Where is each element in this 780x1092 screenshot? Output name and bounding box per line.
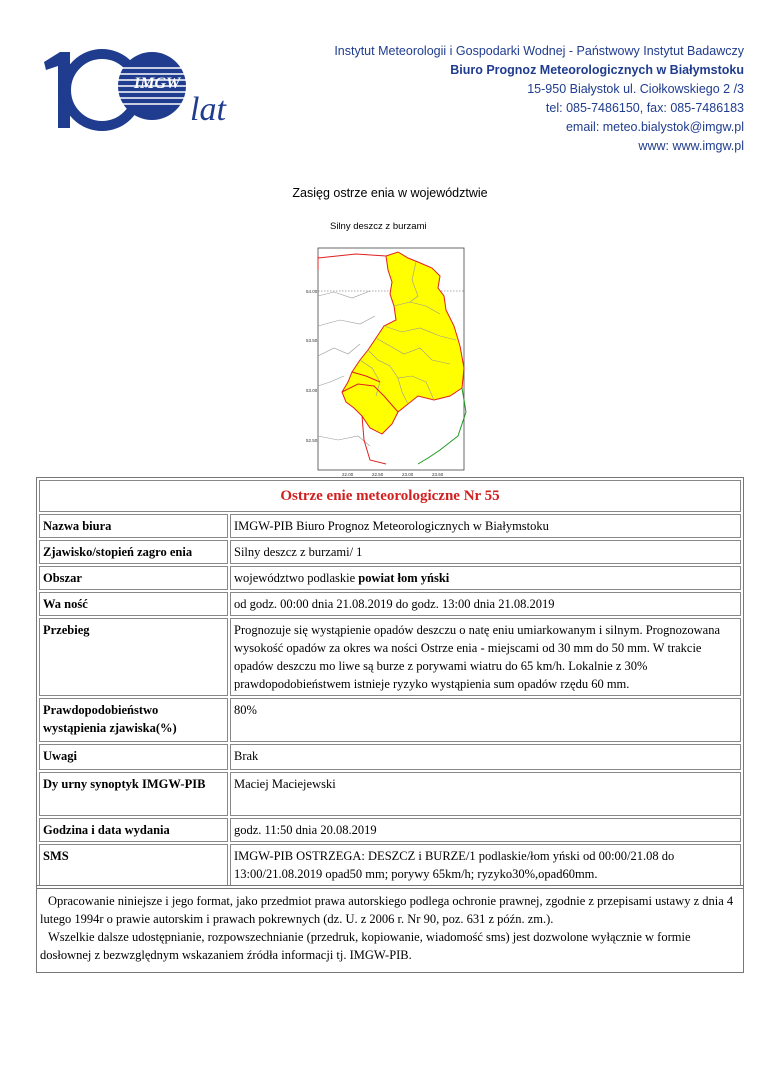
svg-text:IMGW: IMGW [134, 75, 181, 92]
map-caption: Zasięg ostrze enia w województwie [292, 186, 488, 200]
warning-title: Ostrze enie meteorologiczne Nr 55 [39, 480, 741, 512]
svg-text:54.00: 54.00 [306, 289, 318, 294]
institute-name: Instytut Meteorologii i Gospodarki Wodnej - Państwowy Instytut Badawczy [334, 44, 744, 58]
svg-text:53.00: 53.00 [306, 388, 318, 393]
bureau-name: Biuro Prognoz Meteorologicznych w Białymstoku [450, 63, 744, 77]
table-row: SMS IMGW-PIB OSTRZEGA: DESZCZ i BURZE/1 podlaskie/łom yński od 00:00/21.08 do 13:00/21.08.2019 opad50 mm; porywy 65km/h; ryzyko30%,opad60mm. [39, 844, 741, 886]
warning-area-map [300, 236, 470, 480]
imgw-100-lat-logo [40, 48, 240, 134]
table-row: Obszar województwo podlaskie powiat łom yński [39, 566, 741, 590]
address: 15-950 Białystok ul. Ciołkowskiego 2 /3 [527, 82, 744, 96]
warning-table [36, 477, 744, 889]
table-row: Wa ność od godz. 00:00 dnia 21.08.2019 do godz. 13:00 dnia 21.08.2019 [39, 592, 741, 616]
email-address[interactable]: email: meteo.bialystok@imgw.pl [565, 120, 744, 134]
svg-text:23.50: 23.50 [432, 472, 444, 477]
svg-text:52.50: 52.50 [306, 438, 318, 443]
map-title: Silny deszcz z burzami [330, 221, 427, 232]
svg-text:23.00: 23.00 [402, 472, 414, 477]
copyright-notice [36, 885, 744, 973]
website[interactable]: www: www.imgw.pl [638, 139, 744, 153]
svg-text:53.50: 53.50 [306, 338, 318, 343]
table-row: Zjawisko/stopień zagro enia Silny deszcz z burzami/ 1 [39, 540, 741, 564]
table-row: Przebieg Prognozuje się wystąpienie opadów deszczu o natę eniu umiarkowanym i silnym. Prognozowana wysokość opadów za okres wa ności Ostrze enia - miejscami od 30 mm do 50 mm. W trakcie opadów deszczu mo liwe są burze z porywami wiatru do 65 km/h. Lokalnie z 30% prawdopodobieństwem istnieje ryzyko wystąpienia sum opadów rzędu 60 mm. [39, 618, 741, 696]
table-row: Godzina i data wydania godz. 11:50 dnia 20.08.2019 [39, 818, 741, 842]
phone-fax: tel: 085-7486150, fax: 085-7486183 [545, 101, 744, 115]
svg-text:lat: lat [190, 91, 226, 128]
table-row: Nazwa biura IMGW-PIB Biuro Prognoz Meteorologicznych w Białymstoku [39, 514, 741, 538]
svg-text:22.00: 22.00 [342, 472, 354, 477]
table-row: Uwagi Brak [39, 744, 741, 770]
institute-header [334, 42, 744, 156]
table-row: Dy urny synoptyk IMGW-PIB Maciej Maciejewski [39, 772, 741, 816]
svg-text:22.50: 22.50 [372, 472, 384, 477]
copyright-paragraph: Opracowanie niniejsze i jego format, jako przedmiot prawa autorskiego podlega ochronie prawnej, zgodnie z przepisami ustawy z dnia 4 lutego 1994r o prawie autorskim i prawach pokrewnych (dz. U. z 2006 r. Nr 90, poz. 631 z późn. zm.). [40, 894, 734, 926]
table-row: Prawdopodobieństwo wystąpienia zjawiska(%) 80% [39, 698, 741, 742]
distribution-paragraph: Wszelkie dalsze udostępnianie, rozpowszechnianie (przedruk, kopiowanie, wiadomość sms) jest dozwolone wyłącznie w formie dosłownej z bezwzględnym wskazaniem źródła informacji tj. IMGW-PIB. [40, 930, 691, 962]
